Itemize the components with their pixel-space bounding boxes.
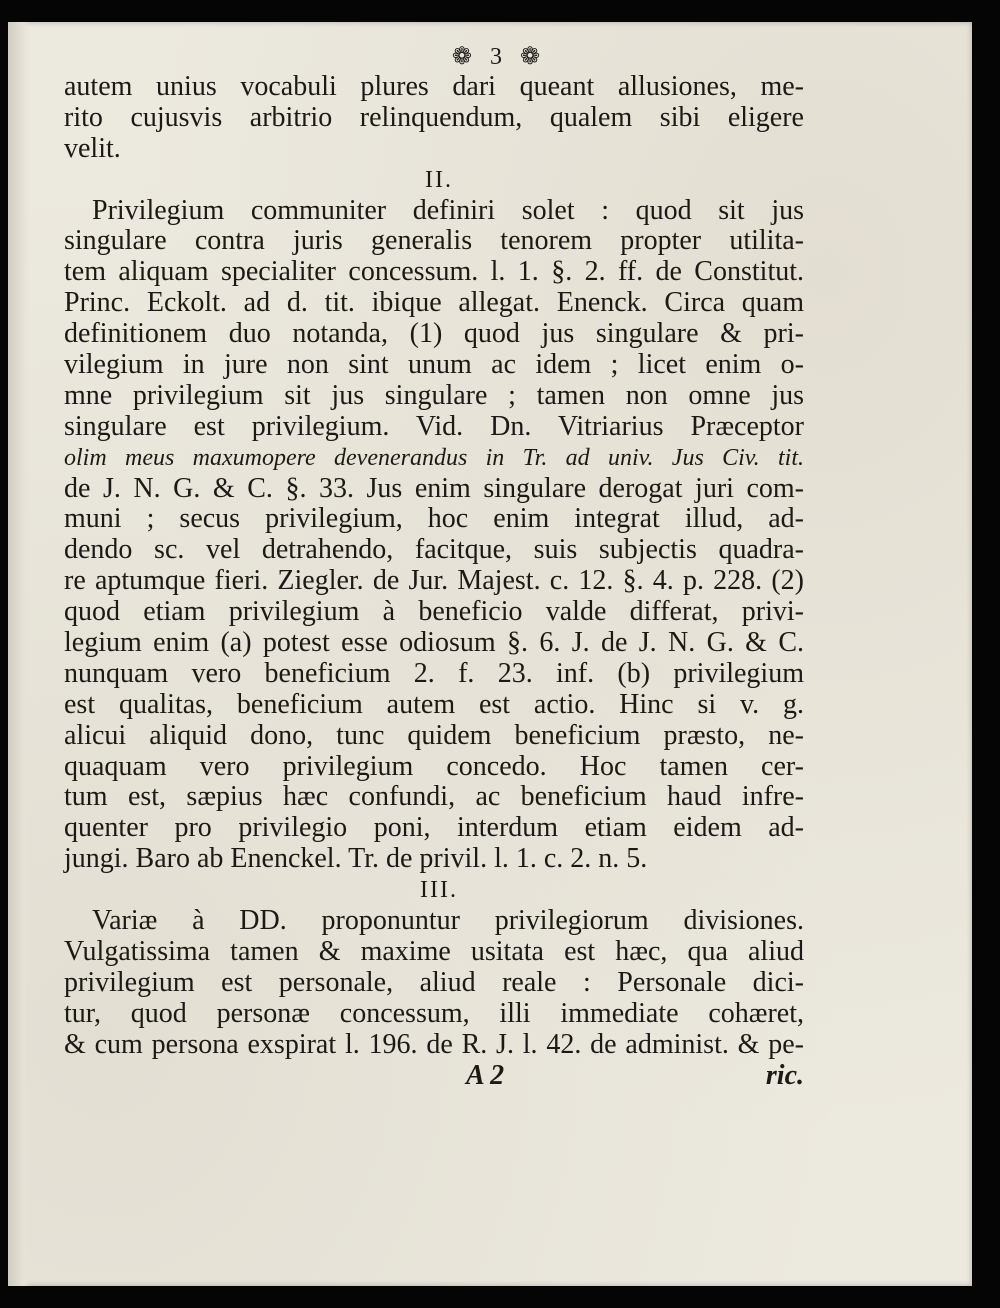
text-line: est qualitas, beneficium autem est actio. Hinc si v. g. [64,688,804,720]
text-line: nunquam vero beneficium 2. f. 23. inf. (b) privilegium [64,657,804,689]
section-number-iii: III. [420,877,458,904]
text-line: quenter pro privilegio poni, interdum etiam eidem ad- [64,812,804,844]
text-line: olim meus maxumopere devenerandus in Tr. ad univ. Jus Civ. tit. [64,444,804,471]
text-line: de J. N. G. & C. §. 33. Jus enim singulare derogat juri com- [64,472,804,504]
text-line: alicui aliquid dono, tunc quidem beneficium præsto, ne- [64,719,804,751]
text-line: Privilegium communiter definiri solet : quod sit jus [92,194,804,226]
text-line: quod etiam privilegium à beneficio valde differat, privi- [64,596,804,628]
text-line: dendo sc. vel detrahendo, facitque, suis subjectis quadra- [64,534,804,566]
signature-mark: A 2 [466,1059,505,1091]
text-line: privilegium est personale, aliud reale : Personale dici- [64,966,804,998]
text-line: tem aliquam specialiter concessum. l. 1. §. 2. ff. de Constitut. [64,256,804,288]
text-line: Variæ à DD. proponuntur privilegiorum divisiones. [92,905,804,937]
text-line: Princ. Eckolt. ad d. tit. ibique allegat. Enenck. Circa quam [64,287,804,319]
section-number-ii: II. [425,166,453,193]
text-line: tum est, sæpius hæc confundi, ac beneficium haud infre- [64,781,804,813]
text-line: rito cujusvis arbitrio relinquendum, qualem sibi eligere [64,101,804,133]
text-line: definitionem duo notanda, (1) quod jus singulare & pri- [64,318,804,350]
page-footer [64,1061,804,1092]
page-header: ❁ 3 ❁ [451,43,547,70]
text-line: singulare est privilegium. Vid. Dn. Vitriarius Præceptor [64,410,804,442]
text-line: autem unius vocabuli plures dari queant allusiones, me- [64,71,804,102]
text-line: re aptumque fieri. Ziegler. de Jur. Majest. c. 12. §. 4. p. 228. (2) [64,565,804,597]
text-line: mne privilegium sit jus singulare ; tamen non omne jus [64,379,804,411]
paragraph-ii [64,196,804,876]
text-line: muni ; secus privilegium, hoc enim integrat illud, ad- [64,503,804,535]
page-text [64,40,804,1091]
text-line: vilegium in jure non sint unum ac idem ; licet enim o- [64,349,804,381]
text-line: tur, quod personæ concessum, illi immediate cohæret, [64,997,804,1029]
text-line: velit. [64,132,121,164]
text-line: legium enim (a) potest esse odiosum §. 6. J. de J. N. G. & C. [64,627,804,659]
text-line: singulare contra juris generalis tenorem propter utilita- [64,225,804,257]
page-gutter-edge [8,22,30,1286]
text-line: quaquam vero privilegium concedo. Hoc tamen cer- [64,750,804,782]
book-page [8,22,972,1286]
text-line: jungi. Baro ab Enenckel. Tr. de privil. l. 1. c. 2. n. 5. [64,843,648,875]
paragraph-intro [64,72,804,165]
paragraph-iii [64,906,804,1060]
text-line: Vulgatissima tamen & maxime usitata est hæc, qua aliud [64,935,804,967]
catchword: ric. [765,1059,804,1091]
text-line: & cum persona exspirat l. 196. de R. J. l. 42. de administ. & pe- [64,1028,804,1060]
